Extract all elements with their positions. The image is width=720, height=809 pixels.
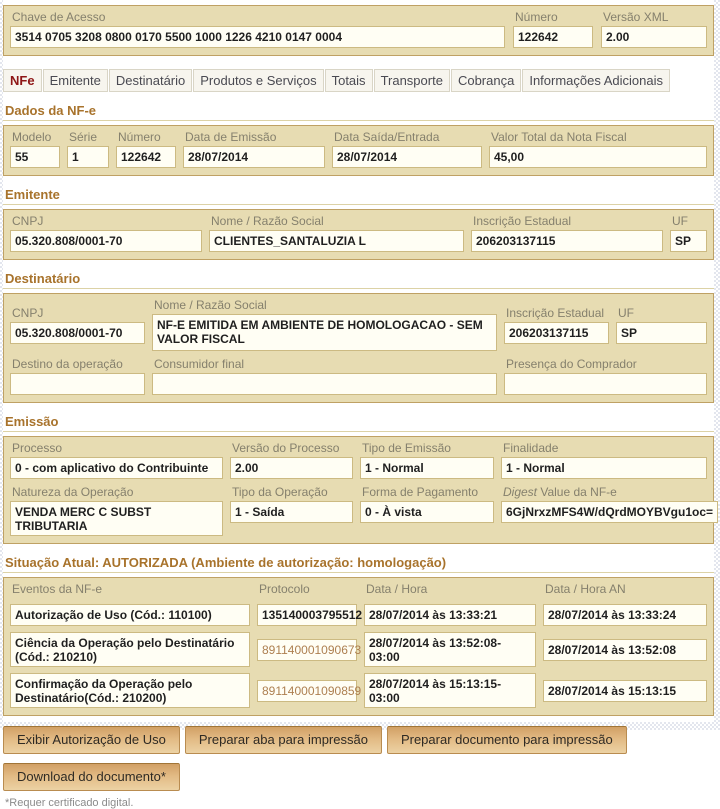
protocolo-header: Protocolo [259,582,310,596]
emitente-cnpj-field-group [10,213,202,252]
destinatario-cnpj-value: 05.320.808/0001-70 [10,322,145,344]
emissao-title: Emissão [3,414,714,432]
destino-operacao-label: Destino da operação [12,357,123,371]
data-saida-field-group [332,129,482,168]
tab-totais[interactable]: Totais [325,69,373,92]
situacao-atual-panel [3,577,714,716]
evento-protocolo: 135140003795512 [257,604,357,626]
emitente-cnpj-value: 05.320.808/0001-70 [10,230,202,252]
valor-total-label: Valor Total da Nota Fiscal [491,130,627,144]
finalidade-label: Finalidade [503,441,559,455]
chave-acesso-value: 3514 0705 3208 0800 0170 5500 1000 1226 4210 0147 0004 [10,26,505,48]
evento-protocolo-link[interactable]: 891140001090859 [257,680,357,702]
tab-transporte[interactable]: Transporte [374,69,450,92]
natureza-operacao-value: VENDA MERC C SUBST TRIBUTARIA [10,501,223,536]
presenca-comprador-label: Presença do Comprador [506,357,637,371]
destinatario-uf-label: UF [618,305,634,320]
finalidade-value: 1 - Normal [501,457,707,479]
download-documento-button[interactable]: Download do documento* [3,763,180,791]
data-hora-header: Data / Hora [366,582,428,596]
destinatario-cnpj-field-group [10,305,145,344]
serie-label: Série [69,130,98,144]
serie-value: 1 [67,146,109,168]
destinatario-nome-value: NF-E EMITIDA EM AMBIENTE DE HOMOLOGACAO - SEM VALOR FISCAL [152,314,497,351]
tipo-emissao-label: Tipo de Emissão [362,441,451,455]
valor-total-value: 45,00 [489,146,707,168]
versao-xml-label: Versão XML [603,10,669,24]
consumidor-final-value [152,373,497,395]
emitente-ie-label: Inscrição Estadual [473,214,572,228]
numero-label: Número [515,10,558,24]
tab-produtos-servicos[interactable]: Produtos e Serviços [193,69,323,92]
processo-label: Processo [12,441,63,455]
finalidade-field-group [501,440,707,479]
serie-field-group [67,129,109,168]
emitente-panel [3,209,714,260]
tab-destinatario[interactable]: Destinatário [109,69,192,92]
destino-operacao-value [10,373,145,395]
data-emissao-field-group [183,129,325,168]
data-saida-label: Data Saída/Entrada [334,130,440,144]
numero-nf-field-group [116,129,176,168]
tab-bar [3,69,714,92]
certificado-footnote: *Requer certificado digital. [5,797,134,809]
evento-data-hora-an: 28/07/2014 às 13:52:08 [543,639,707,661]
evento-data-hora-an: 28/07/2014 às 13:33:24 [543,604,707,626]
digest-value: 6GjNrxzMFS4W/dQrdMOYBVgu1oc= [501,501,718,523]
forma-pagamento-label: Forma de Pagamento [362,485,479,499]
destinatario-nome-field-group [152,297,497,351]
emissao-panel [3,436,714,544]
exibir-autorizacao-button[interactable]: Exibir Autorização de Uso [3,726,180,754]
processo-value: 0 - com aplicativo do Contribuinte [10,457,223,479]
emitente-uf-label: UF [672,214,688,228]
destinatario-ie-value: 206203137115 [504,322,609,344]
destinatario-ie-field-group [504,305,609,344]
numero-field-group [513,9,593,48]
evento-protocolo-link[interactable]: 891140001090673 [257,639,357,661]
evento-descricao: Autorização de Uso (Cód.: 110100) [10,604,250,626]
consumidor-final-label: Consumidor final [154,357,245,371]
preparar-aba-button[interactable]: Preparar aba para impressão [185,726,382,754]
evento-data-hora: 28/07/2014 às 13:33:21 [364,604,536,626]
modelo-label: Modelo [12,130,52,144]
evento-data-hora: 28/07/2014 às 15:13:15-03:00 [364,673,536,708]
processo-field-group [10,440,223,479]
versao-processo-value: 2.00 [230,457,353,479]
emitente-title: Emitente [3,187,714,205]
natureza-operacao-label: Natureza da Operação [12,485,134,499]
evento-row [10,673,707,708]
consumidor-final-field-group [152,356,497,395]
valor-total-field-group [489,129,707,168]
numero-value: 122642 [513,26,593,48]
destinatario-uf-value: SP [616,322,707,344]
evento-row [10,632,707,667]
destinatario-ie-label: Inscrição Estadual [506,305,605,320]
evento-data-hora-an: 28/07/2014 às 15:13:15 [543,680,707,702]
chave-acesso-field-group [10,9,505,48]
destinatario-nome-label: Nome / Razão Social [154,298,267,312]
tipo-emissao-field-group [360,440,494,479]
emitente-uf-field-group [670,213,707,252]
emitente-uf-value: SP [670,230,707,252]
versao-processo-label: Versão do Processo [232,441,340,455]
emitente-ie-field-group [471,213,663,252]
numero-nf-label: Número [118,130,161,144]
numero-nf-value: 122642 [116,146,176,168]
content-area [3,0,714,809]
data-emissao-value: 28/07/2014 [183,146,325,168]
download-button-row [3,763,714,791]
modelo-field-group [10,129,60,168]
data-saida-value: 28/07/2014 [332,146,482,168]
emitente-ie-value: 206203137115 [471,230,663,252]
destinatario-title: Destinatário [3,271,714,289]
evento-row [10,604,707,626]
emitente-nome-field-group [209,213,464,252]
presenca-comprador-value [504,373,707,395]
destinatario-cnpj-label: CNPJ [12,305,44,320]
emitente-nome-label: Nome / Razão Social [211,214,324,228]
action-button-row [3,726,714,754]
modelo-value: 55 [10,146,60,168]
dados-nfe-title: Dados da NF-e [3,103,714,121]
dados-nfe-panel [3,125,714,176]
tipo-operacao-field-group [230,484,353,536]
presenca-comprador-field-group [504,356,707,395]
eventos-header-row [10,581,707,598]
chave-acesso-panel [3,5,714,56]
evento-descricao: Confirmação da Operação pelo Destinatário(Cód.: 210200) [10,673,250,708]
destino-operacao-field-group [10,356,145,395]
tipo-operacao-value: 1 - Saída [230,501,353,523]
digest-value-label: Digest Value da NF-e [503,485,617,499]
eventos-header: Eventos da NF-e [12,582,103,596]
destinatario-panel [3,293,714,403]
digest-value-field-group [501,484,718,536]
emitente-nome-value: CLIENTES_SANTALUZIA L [209,230,464,252]
forma-pagamento-field-group [360,484,494,536]
tab-nfe[interactable]: NFe [3,69,42,92]
versao-xml-value: 2.00 [601,26,707,48]
situacao-atual-title: Situação Atual: AUTORIZADA (Ambiente de autorização: homologação) [3,555,714,573]
tipo-emissao-value: 1 - Normal [360,457,494,479]
preparar-documento-button[interactable]: Preparar documento para impressão [387,726,627,754]
evento-data-hora: 28/07/2014 às 13:52:08-03:00 [364,632,536,667]
tab-informacoes-adicionais[interactable]: Informações Adicionais [522,69,670,92]
evento-descricao: Ciência da Operação pelo Destinatário (Cód.: 210210) [10,632,250,667]
data-hora-an-header: Data / Hora AN [545,582,626,596]
versao-xml-field-group [601,9,707,48]
data-emissao-label: Data de Emissão [185,130,277,144]
chave-acesso-label: Chave de Acesso [12,10,106,24]
tipo-operacao-label: Tipo da Operação [232,485,328,499]
emitente-cnpj-label: CNPJ [12,214,44,228]
natureza-operacao-field-group [10,484,223,536]
versao-processo-field-group [230,440,353,479]
forma-pagamento-value: 0 - À vista [360,501,494,523]
tab-emitente[interactable]: Emitente [43,69,108,92]
tab-cobranca[interactable]: Cobrança [451,69,521,92]
destinatario-uf-field-group [616,305,707,344]
